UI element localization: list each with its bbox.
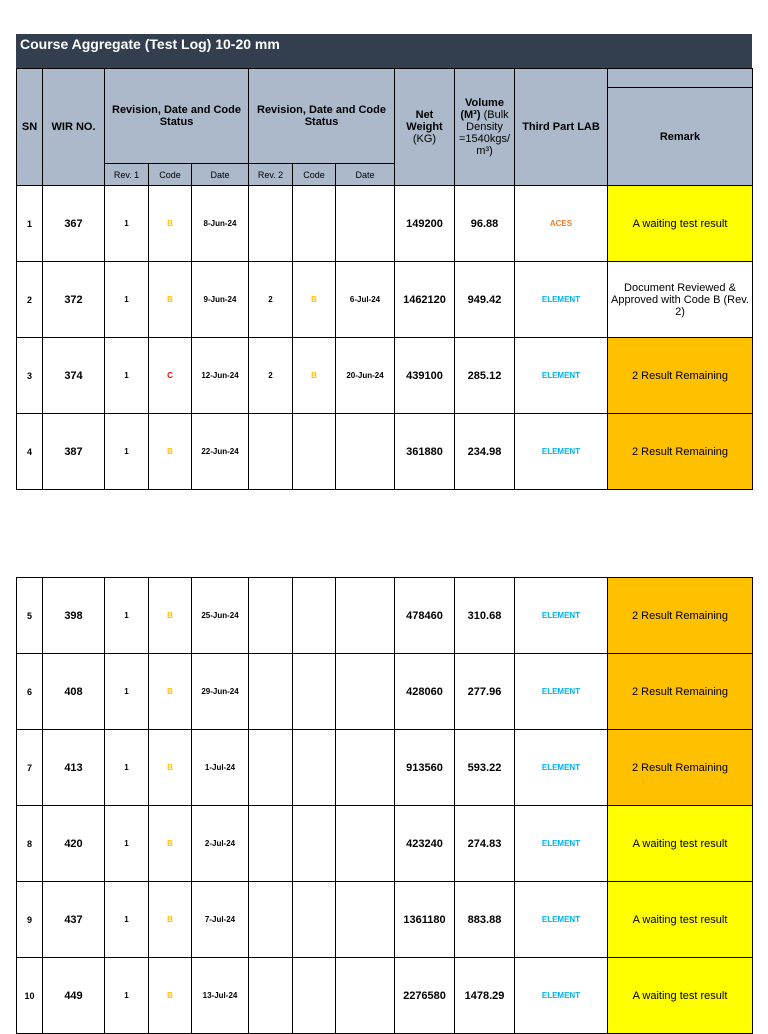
- volume-value: 234.98: [455, 414, 515, 490]
- header-remark-top: [608, 69, 753, 88]
- code-2-value: [293, 654, 336, 730]
- net-weight-value: 2276580: [395, 958, 455, 1034]
- third-party-lab-value: ELEMENT: [515, 578, 608, 654]
- rev-1-value: 1: [105, 338, 149, 414]
- header-net-weight: [395, 69, 455, 186]
- date-2-value: 20-Jun-24: [336, 338, 395, 414]
- sn-cell: 6: [17, 654, 43, 730]
- remark-value: A waiting test result: [608, 186, 753, 262]
- third-party-lab-value: ELEMENT: [515, 338, 608, 414]
- volume-value: 1478.29: [455, 958, 515, 1034]
- date-2-value: [336, 654, 395, 730]
- third-party-lab-value: ELEMENT: [515, 806, 608, 882]
- rev-2-value: [249, 654, 293, 730]
- code-2-value: [293, 806, 336, 882]
- code-1-value: B: [149, 186, 192, 262]
- third-party-lab-value: ELEMENT: [515, 882, 608, 958]
- code-1-value: B: [149, 578, 192, 654]
- table-row: [17, 882, 753, 958]
- rev-2-value: 2: [249, 338, 293, 414]
- sn-cell: 8: [17, 806, 43, 882]
- volume-value: 277.96: [455, 654, 515, 730]
- net-weight-value: 361880: [395, 414, 455, 490]
- rev-1-value: 1: [105, 414, 149, 490]
- date-1-value: 1-Jul-24: [192, 730, 249, 806]
- table-row: [17, 654, 753, 730]
- header-sn: SN: [17, 69, 43, 186]
- rev-1-value: 1: [105, 262, 149, 338]
- date-1-value: 2-Jul-24: [192, 806, 249, 882]
- volume-unit: (M³): [460, 109, 481, 121]
- volume-value: 274.83: [455, 806, 515, 882]
- third-party-lab-value: ELEMENT: [515, 654, 608, 730]
- net-weight-value: 478460: [395, 578, 455, 654]
- volume-value: 593.22: [455, 730, 515, 806]
- wir-number: 449: [43, 958, 105, 1034]
- volume-label: Volume: [465, 97, 504, 109]
- remark-value: 2 Result Remaining: [608, 414, 753, 490]
- volume-value: 96.88: [455, 186, 515, 262]
- remark-value: 2 Result Remaining: [608, 730, 753, 806]
- rev-2-value: [249, 186, 293, 262]
- third-party-lab-value: ACES: [515, 186, 608, 262]
- sn-cell: 5: [17, 578, 43, 654]
- sn-cell: 2: [17, 262, 43, 338]
- date-2-value: [336, 882, 395, 958]
- rev-2-value: [249, 578, 293, 654]
- rev-2-value: [249, 958, 293, 1034]
- sn-cell: 9: [17, 882, 43, 958]
- date-1-value: 22-Jun-24: [192, 414, 249, 490]
- date-1-value: 8-Jun-24: [192, 186, 249, 262]
- volume-value: 285.12: [455, 338, 515, 414]
- header-code-1: Code: [149, 164, 192, 186]
- sn-cell: 10: [17, 958, 43, 1034]
- wir-number: 367: [43, 186, 105, 262]
- volume-value: 883.88: [455, 882, 515, 958]
- rev-2-value: [249, 414, 293, 490]
- header-volume: [455, 69, 515, 186]
- sn-cell: 7: [17, 730, 43, 806]
- remark-value: 2 Result Remaining: [608, 578, 753, 654]
- header-revision-group-1: Revision, Date and Code Status: [105, 69, 249, 164]
- code-2-value: [293, 730, 336, 806]
- test-log-table-part-1: [16, 68, 753, 490]
- remark-value: 2 Result Remaining: [608, 654, 753, 730]
- date-1-value: 7-Jul-24: [192, 882, 249, 958]
- third-party-lab-value: ELEMENT: [515, 730, 608, 806]
- date-2-value: [336, 958, 395, 1034]
- net-weight-value: 149200: [395, 186, 455, 262]
- header-rev-1: Rev. 1: [105, 164, 149, 186]
- net-weight-value: 1361180: [395, 882, 455, 958]
- header-third-party-lab: Third Part LAB: [515, 69, 608, 186]
- date-2-value: [336, 186, 395, 262]
- table-row: [17, 338, 753, 414]
- third-party-lab-value: ELEMENT: [515, 414, 608, 490]
- date-1-value: 13-Jul-24: [192, 958, 249, 1034]
- wir-number: 372: [43, 262, 105, 338]
- date-1-value: 12-Jun-24: [192, 338, 249, 414]
- table-row: [17, 578, 753, 654]
- rev-1-value: 1: [105, 654, 149, 730]
- code-1-value: B: [149, 262, 192, 338]
- volume-note: (Bulk Density =1540kgs/ m³): [458, 109, 511, 157]
- net-weight-value: 913560: [395, 730, 455, 806]
- rev-1-value: 1: [105, 186, 149, 262]
- net-weight-value: 428060: [395, 654, 455, 730]
- volume-value: 949.42: [455, 262, 515, 338]
- header-date-1: Date: [192, 164, 249, 186]
- table-row: [17, 262, 753, 338]
- net-weight-label: Net Weight: [406, 109, 443, 133]
- table-row: [17, 806, 753, 882]
- code-2-value: [293, 958, 336, 1034]
- header-code-2: Code: [293, 164, 336, 186]
- table-row: [17, 958, 753, 1034]
- table-row: [17, 730, 753, 806]
- header-revision-group-2: Revision, Date and Code Status: [249, 69, 395, 164]
- wir-number: 374: [43, 338, 105, 414]
- volume-value: 310.68: [455, 578, 515, 654]
- net-weight-value: 439100: [395, 338, 455, 414]
- rev-2-value: [249, 730, 293, 806]
- date-2-value: 6-Jul-24: [336, 262, 395, 338]
- net-weight-unit: (KG): [412, 133, 437, 145]
- sheet-title: Course Aggregate (Test Log) 10-20 mm: [16, 34, 752, 68]
- remark-value: A waiting test result: [608, 958, 753, 1034]
- remark-value: 2 Result Remaining: [608, 338, 753, 414]
- net-weight-value: 423240: [395, 806, 455, 882]
- code-2-value: [293, 578, 336, 654]
- sn-cell: 4: [17, 414, 43, 490]
- rev-1-value: 1: [105, 958, 149, 1034]
- table-row: [17, 414, 753, 490]
- code-1-value: B: [149, 730, 192, 806]
- date-2-value: [336, 806, 395, 882]
- wir-number: 413: [43, 730, 105, 806]
- date-1-value: 9-Jun-24: [192, 262, 249, 338]
- code-1-value: B: [149, 806, 192, 882]
- sn-cell: 1: [17, 186, 43, 262]
- code-1-value: C: [149, 338, 192, 414]
- header-wir-no: WIR NO.: [43, 69, 105, 186]
- rev-1-value: 1: [105, 578, 149, 654]
- rev-1-value: 1: [105, 882, 149, 958]
- header-remark: Remark: [608, 88, 753, 186]
- code-1-value: B: [149, 958, 192, 1034]
- sn-cell: 3: [17, 338, 43, 414]
- header-rev-2: Rev. 2: [249, 164, 293, 186]
- code-2-value: B: [293, 338, 336, 414]
- code-1-value: B: [149, 414, 192, 490]
- header-date-2: Date: [336, 164, 395, 186]
- rev-1-value: 1: [105, 806, 149, 882]
- third-party-lab-value: ELEMENT: [515, 958, 608, 1034]
- wir-number: 387: [43, 414, 105, 490]
- third-party-lab-value: ELEMENT: [515, 262, 608, 338]
- remark-value: A waiting test result: [608, 806, 753, 882]
- date-2-value: [336, 414, 395, 490]
- net-weight-value: 1462120: [395, 262, 455, 338]
- rev-2-value: [249, 806, 293, 882]
- rev-1-value: 1: [105, 730, 149, 806]
- code-2-value: B: [293, 262, 336, 338]
- remark-value: A waiting test result: [608, 882, 753, 958]
- date-2-value: [336, 730, 395, 806]
- rev-2-value: 2: [249, 262, 293, 338]
- code-1-value: B: [149, 654, 192, 730]
- remark-value: Document Reviewed & Approved with Code B (Rev. 2): [608, 262, 753, 338]
- wir-number: 437: [43, 882, 105, 958]
- wir-number: 408: [43, 654, 105, 730]
- code-2-value: [293, 414, 336, 490]
- date-2-value: [336, 578, 395, 654]
- code-2-value: [293, 186, 336, 262]
- code-2-value: [293, 882, 336, 958]
- rev-2-value: [249, 882, 293, 958]
- test-log-table-part-2: [16, 577, 753, 1034]
- table-row: [17, 186, 753, 262]
- wir-number: 420: [43, 806, 105, 882]
- wir-number: 398: [43, 578, 105, 654]
- code-1-value: B: [149, 882, 192, 958]
- date-1-value: 29-Jun-24: [192, 654, 249, 730]
- date-1-value: 25-Jun-24: [192, 578, 249, 654]
